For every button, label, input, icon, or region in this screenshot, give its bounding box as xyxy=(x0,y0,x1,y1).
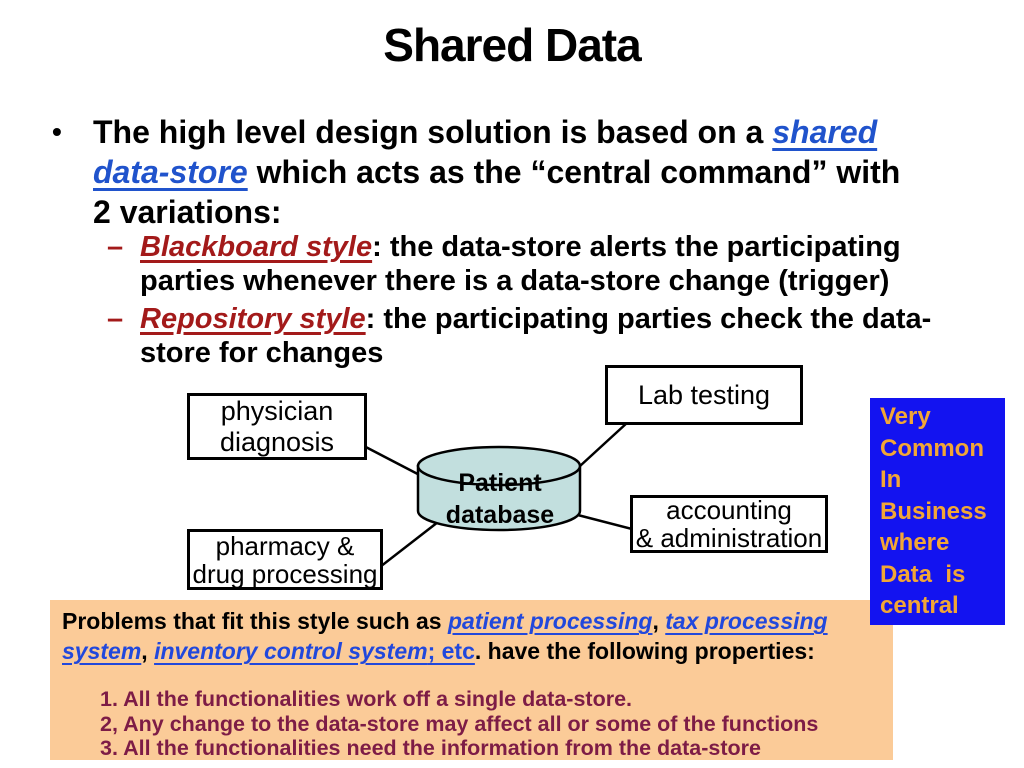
main-bullet-line-3: 2 variations: xyxy=(93,194,282,230)
node-label-line: diagnosis xyxy=(219,426,335,457)
node-physician-diagnosis xyxy=(187,393,367,460)
problems-text: . have the following properties: xyxy=(474,638,815,664)
inventory-control-system-link[interactable]: inventory control system xyxy=(154,638,428,664)
problems-text: Problems that fit this style such as xyxy=(62,608,448,634)
panel-line: Common xyxy=(880,434,984,462)
main-bullet-text-1: The high level design solution is based on a xyxy=(93,114,773,150)
blackboard-rest: : the data-store alerts the participating xyxy=(372,231,901,263)
panel-line: central xyxy=(880,592,959,619)
data-store-link[interactable]: data-store xyxy=(93,154,248,190)
node-label-line: physician xyxy=(220,395,334,426)
node-label-line: Lab testing xyxy=(637,379,771,410)
repository-rest: : the participating parties check the data- xyxy=(365,303,932,335)
panel-line: Very xyxy=(880,403,931,430)
properties-list-item: 1. All the functionalities work off a single data-store. xyxy=(100,687,633,711)
node-label-line: pharmacy & xyxy=(215,530,355,561)
sub-bullet-blackboard-line-2: parties whenever there is a data-store change (trigger) xyxy=(140,265,890,297)
database-label-line: Patient xyxy=(458,469,542,497)
shared-link[interactable]: shared xyxy=(772,114,878,150)
dash-marker: – xyxy=(107,303,124,335)
problems-text: , xyxy=(141,638,155,664)
panel-line: In xyxy=(880,466,902,493)
etc-link[interactable]: ; etc xyxy=(427,638,475,664)
sub-bullet-repository-line-2: store for changes xyxy=(140,337,384,369)
panel-line: Business xyxy=(880,497,987,525)
node-label-line: accounting xyxy=(666,495,792,525)
blackboard-style-term[interactable]: Blackboard style xyxy=(140,231,373,263)
node-accounting-administration xyxy=(630,495,828,553)
very-common-panel xyxy=(870,398,1005,625)
properties-list-item: 3. All the functionalities need the information from the data-store xyxy=(100,736,761,760)
node-pharmacy-drug-processing xyxy=(187,529,383,590)
main-bullet-text-2: which acts as the “central command” with xyxy=(247,154,901,190)
tax-processing-link[interactable]: tax processing xyxy=(665,608,828,634)
repository-style-term[interactable]: Repository style xyxy=(140,303,366,335)
database-label xyxy=(419,467,581,531)
database-label-line: database xyxy=(445,501,555,529)
panel-line: where xyxy=(880,529,950,556)
node-label-line: drug processing xyxy=(192,558,378,589)
slide-title: Shared Data xyxy=(383,19,641,71)
tax-processing-system-link[interactable]: system xyxy=(62,638,142,664)
bullet-marker: • xyxy=(52,116,62,147)
properties-list-item: 2, Any change to the data-store may affect all or some of the functions xyxy=(100,711,819,736)
node-lab-testing xyxy=(605,365,803,425)
node-label-line: & administration xyxy=(635,523,823,553)
dash-marker: – xyxy=(107,231,124,263)
problems-text: , xyxy=(652,608,666,634)
panel-line: Data is xyxy=(880,560,966,588)
patient-processing-link[interactable]: patient processing xyxy=(448,608,653,634)
connector-line-lab xyxy=(580,422,628,466)
